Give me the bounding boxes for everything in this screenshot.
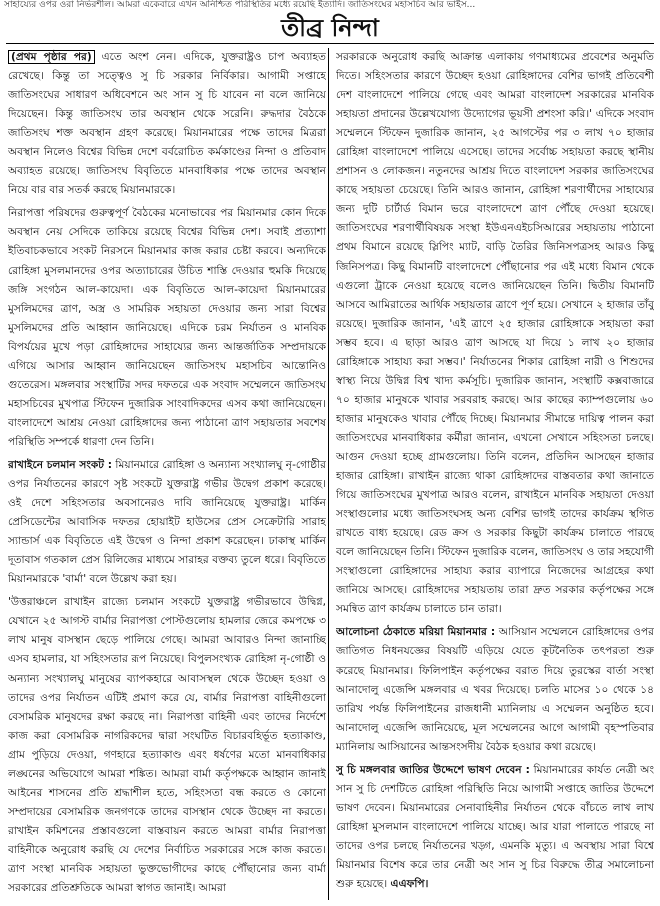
source-credit: এএফপি। [390,878,429,891]
column-divider [328,48,329,900]
paragraph-text: আসিয়ান সম্মেলনে রোহিঙ্গাদের ওপর জাতিগত নিধনযজ্ঞের বিষয়টি এড়িয়ে যেতে কূটনৈতিক তৎপরতা শুরু করেছে মিয়ানমার। ফিলিপাইন কর্তৃপক্ষের বরাত দিয়ে তুরস্কের বার্তা সংস্থা আনাদোলু এজেন্সি মঙ্গলবার এ খবর দিয়েছে। চলতি মাসের ১০ থেকে ১৪ তারিখ পর্যন্ত ফিলিপাইনের রাজধানী ম্যানিলায় এ সম্মেলন অনুষ্ঠিত হবে। আনাদোলু এজেন্সি জানিয়েছে, মূল সম্মেলনের আগে আগামী বৃহস্পতিবার ম্যানিলায় আসিয়ানের আন্তসংসদীয় বৈঠক হওয়ার কথা রয়েছে। [336,626,654,753]
paragraph [336,761,654,894]
paragraph [336,623,654,756]
paragraph-text: এতে অংশ নেন। এদিকে, যুক্তরাষ্ট্রও চাপ অব্যাহত রেখেছে। কিন্তু তা সত্ত্বেও সু চি সরকার নির্বিকার। আগামী সপ্তাহে জাতিসংঘের সাধারণ অধিবেশনে অং সান সু চি যাবেন না বলে জানিয়ে দিয়েছেন। কিন্তু জাতিসংঘ তার অবস্থান থেকে সরেনি। রুদ্ধদার বৈঠকে জাতিসংঘ শক্ত অবস্থান গ্রহণ করেছে। মিয়ানমারের পক্ষে তাদের মিত্ররা অবস্থান নিলেও বিশ্বের বিভিন্ন দেশে বর্বরোচিত কর্মকাণ্ডের নিন্দা ও প্রতিবাদ অব্যাহত রয়েছে। জাতিসংঘ বিবৃতিতে মানবাধিকার পক্ষে তাদের অবস্থান নিয়ে বার বার সতর্ক করছে মিয়ানমারকে। [8,51,326,197]
headline-rule [6,43,654,44]
subheading-rakhine-crisis: রাখাইনে চলমান সংকট : [8,458,113,471]
right-column [336,48,654,903]
paragraph: নিরাপত্তা পরিষদের গুরুত্বপূর্ণ বৈঠকের মনোভাবের পর মিয়ানমার কোন দিকে অবস্থান নেয় সেদিকে তাকিয়ে রয়েছে বিশ্বের বিভিন্ন দেশ। সবাই প্রত্যাশা ইতিবাচকভাবে সংকট নিরসনে মিয়ানমার কাজ করার চেষ্টা করবে। অন্যদিকে রোহিঙ্গা মুসলমানদের ওপর অত্যাচারের উচিত শাস্তি দেওয়ার হুমকি দিয়েছে জঙ্গি সংগঠন আল-কায়েদা। এক বিবৃতিতে আল-কায়েদা মিয়ানমারের মুসলিমদের ত্রাণ, অস্ত্র ও সামরিক সহায়তা দেওয়ার জন্য সারা বিশ্বের মুসলিমদের প্রতি আহ্বান জানিয়েছে। এদিকে চরম নির্যাতন ও মানবিক বিপর্যয়ের মুখে পড়া রোহিঙ্গাদের সাহায্যের জন্য আন্তর্জাতিক সম্প্রদায়কে এগিয়ে আসার আহ্বান জানিয়েছেন জাতিসংঘ মহাসচিব আন্তোনিও গুতেরেস। মঙ্গলবার সংস্থাটির সদর দফতরে এক সংবাদ সম্মেলনে জাতিসংঘ মহাসচিবের মুখপাত্র স্টিফেন দুজারিক সাংবাদিকদের এসব কথা জানিয়েছেন। বাংলাদেশে আশ্রয় নেওয়া রোহিঙ্গাদের জন্য পাঠানো ত্রাণ সহায়তার সবশেষ পরিস্থিতি সম্পর্কে ধারণা দেন তিনি। [8,207,326,448]
paragraph [8,48,326,200]
paragraph: সরকারকে অনুরোধ করছি আক্রান্ত এলাকায় গণমাধ্যমের প্রবেশের অনুমতি দিতে। সহিংসতার কারণে উচ্ছেদ হওয়া রোহিঙ্গাদের বেশির ভাগই প্রতিবেশী দেশ বাংলাদেশে পালিয়ে গেছে এবং আমরা বাংলাদেশ সরকারের মানবিক সহায়তা প্রদানের উল্লেখযোগ্য উদ্যোগের ভূয়সী প্রশংসা করি।' এদিকে সংবাদ সম্মেলনে স্টিফেন দুজারিক জানান, ২৫ আগস্টের পর ৩ লাখ ৭০ হাজার রোহিঙ্গা বাংলাদেশে পালিয়ে এসেছে। তাদের সর্বোচ্চ সহায়তা করছে স্থানীয় প্রশাসন ও লোকজন। নতুনদের আশ্রয় দিতে বাংলাদেশ সরকার জাতিসংঘের কাছে সহায়তা চেয়েছে। তিনি আরও জানান, রোহিঙ্গা শরণার্থীদের সাহায্যের জন্য দুটি চার্টার্ড বিমান ভরে বাংলাদেশে ত্রাণ পৌঁছে দেওয়া হয়েছে। জাতিসংঘের শরণার্থীবিষয়ক সংস্থা ইউএনএইচসিআরের সহায়তায় পাঠানো প্রথম বিমানে রয়েছে স্লিপিং ম্যাট, বাড়ি তৈরির জিনিসপত্রসহ আরও কিছু জিনিসপত্র। কিছু বিমানটি বাংলাদেশে পৌঁছানোর পর এই মধ্যে বিমান থেকে এগুলো ট্রাকে নেওয়া হয়েছে বলেও জানিয়েছেন তিনি। দ্বিতীয় বিমানটি আসবে আমিরাতের আর্থিক সহায়তার ত্রাণে পূর্ণ হয়ে। সেখানে ২ হাজার তাঁবু রয়েছে। দুজারিক জানান, 'এই ত্রাণে ২৫ হাজার রোহিঙ্গাকে সহায়তা করা সম্ভব হবে। এ ছাড়া আরও ত্রাণ আসছে যা দিয়ে ১ লাখ ২০ হাজার রোহিঙ্গাকে সাহায্য করা সম্ভব।' নির্যাতনের শিকার রোহিঙ্গা নারী ও শিশুদের স্বাস্থ্য নিয়ে উদ্বিগ্ন বিশ্ব খাদ্য কর্মসূচি। দুজারিক জানান, সংস্থাটি কক্সবাজারে ৭০ হাজার মানুষকে খাবার সরবরাহ করছে। আর কাছের ক্যাম্পগুলোয় ৬০ হাজার মানুষকেও খাবার পৌঁছে দিচ্ছে। মিয়ানমার সীমান্তে দায়িত্ব পালন করা জাতিসংঘের মানবাধিকার কর্মীরা জানান, এখনো সেখানে সহিংসতা চলছে। আগুন দেওয়া হচ্ছে গ্রামগুলোয়। তিনি বলেন, প্রতিদিন আসছেন হাজার হাজার রোহিঙ্গা। রাখাইন রাজ্যে থাকা রোহিঙ্গাদের বাস্তবতার কথা জানাতে গিয়ে জাতিসংঘের মুখপাত্র আরও বলেন, রাখাইনে মানবিক সহায়তা দেওয়া সংস্থাগুলোর মধ্যে জাতিসংঘসহ অন্য বেশির ভাগই তাদের কার্যক্রম স্থগিত রাখতে বাধ্য হয়েছে। রেড ক্রস ও সরকার কিছুটা কার্যক্রম চালাতে পারছে বলে জানিয়েছেন তিনি। স্টিফেন দুজারিক বলেন, জাতিসংঘ ও তার সহযোগী সংস্থাগুলো রোহিঙ্গাদের সাহায্য করার ব্যাপারে নিজেদের আগ্রহের কথা জানিয়ে আসছে। রোহিঙ্গাদের সহায়তায় তারা দ্রুত সরকার কর্তৃপক্ষের সঙ্গে সমন্বিত ত্রাণ কার্যক্রম চালাতে চান তারা। [336,51,654,616]
paragraph-text: মিয়ানমারে রোহিঙ্গা ও অন্যান্য সংখ্যালঘু নৃ-গোষ্ঠীর ওপর নির্যাতনের কারণে সৃষ্ট সংকটে যুক্তরাষ্ট্র গভীর উদ্বেগ প্রকাশ করেছে। ওই দেশে সহিংসতার অবসানেরও দাবি জানিয়েছে যুক্তরাষ্ট্র। মার্কিন প্রেসিডেন্টের আবাসিক দফতর হোয়াইট হাউসের প্রেস সেক্রেটারি সারাহ স্যান্ডার্স এক বিবৃতিতে এই উদ্বেগ ও নিন্দা প্রকাশ করেছেন। ঢাকাস্থ মার্কিন দূতাবাস গতকাল প্রেস রিলিজের মাধ্যমে সারাহর বক্তব্য তুলে ধরে। বিবৃতিতে মিয়ানমারকে 'বার্মা' বলে উল্লেখ করা হয়। [8,458,326,586]
paragraph-text: মিয়ানমারের কার্যত নেত্রী অং সান সু চি দেশটিতে রোহিঙ্গা পরিস্থিতি নিয়ে আগামী সপ্তাহে জাতির উদ্দেশে ভাষণ দেবেন। মিয়ানমারের সেনাবাহিনীর নির্যাতন থেকে বাঁচতে লাখ লাখ রোহিঙ্গা মুসলমান বাংলাদেশে পালিয়ে যাচ্ছে। আর যারা পালাতে পারছে না তাদের ওপর চলছে নির্যাতনের খড়্গ, এমনকি মৃত্যু। এ অবস্থায় সারা বিশ্বে মিয়ানমার বিশেষ করে তার নেত্রী অং সান সু চির বিরুদ্ধে তীব্র সমালোচনা শুরু হয়েছে। [336,763,654,891]
left-column [8,48,326,903]
previous-article-tail: সাহায্যের ওপর ওরা নির্ভরশীল। আমরা একেবারে এখন অনিশ্চিত পরিস্থিতির মধ্যে রয়েছি ইত্যাদি। জাতিসংঘের মহাসচিব আর ভাইস... [4,0,476,10]
continued-from-marker: (প্রথম পৃষ্ঠার পর) [8,50,95,64]
subheading-suu-kyi-speech: সু চি মঙ্গলবার জাতির উদ্দেশে ভাষণ দেবেন : [336,763,530,776]
headline: তীব্র নিন্দা [281,13,379,42]
subheading-myanmar-desperate: আলোচনা ঠেকাতে মরিয়া মিয়ানমার : [336,626,496,639]
paragraph: 'উত্তরাঞ্চলে রাখাইন রাজ্যে চলমান সংকটে যুক্তরাষ্ট্র গভীরভাবে উদ্বিগ্ন, যেখানে ২৫ আগস্ট বার্মার নিরাপত্তা পোস্টগুলোয় হামলার জেরে কমপক্ষে ৩ লাখ মানুষ বাসস্থান ছেড়ে পালিয়ে গেছে। আমরা আবারও নিন্দা জানাচ্ছি এসব হামলার, যা সহিংসতার রূপ নিয়েছে। বিপুলসংখ্যক রোহিঙ্গা নৃ-গোষ্ঠী ও অন্যান্য সংখ্যালঘু মানুষের ব্যাপকহারে আবাসস্থল থেকে উচ্ছেদ হওয়া ও তাদের ওপর নির্যাতন এটিই প্রমাণ করে যে, বার্মার নিরাপত্তা বাহিনীগুলো বেসামরিক মানুষদের রক্ষা করছে না। নিরাপত্তা বাহিনী এবং তাদের নির্দেশে কাজ করা বেসামরিক নাগরিকদের দ্বারা সংঘটিত বিচারবহির্ভূত হত্যাকাণ্ড, গ্রাম পুড়িয়ে দেওয়া, গণহারে হত্যাকাণ্ড এবং ধর্ষণের মতো মানবাধিকার লঙ্ঘনের অভিযোগে আমরা শঙ্কিত। আমরা বার্মা কর্তৃপক্ষকে আহ্বান জানাই আইনের শাসনের প্রতি শ্রদ্ধাশীল হতে, সহিংসতা বন্ধ করতে ও কোনো সম্প্রদায়ের বেসামরিক জনগণকে তাদের বাসস্থান থেকে উচ্ছেদ না করতে। রাখাইন কমিশনের প্রস্তাবগুলো বাস্তবায়ন করতে আমরা বার্মার নিরাপত্তা বাহিনীকে অনুরোধ করছি যে দেশের নির্বাচিত সরকারের সঙ্গে কাজ করতে। ত্রাণ সংস্থা মানবিক সহায়তা ভুক্তভোগীদের কাছে পৌঁছানোর জন্য বার্মা সরকারের প্রতিশ্রুতিকে আমরা স্বাগত জানাই। আমরা [8,596,326,895]
paragraph [8,456,326,589]
